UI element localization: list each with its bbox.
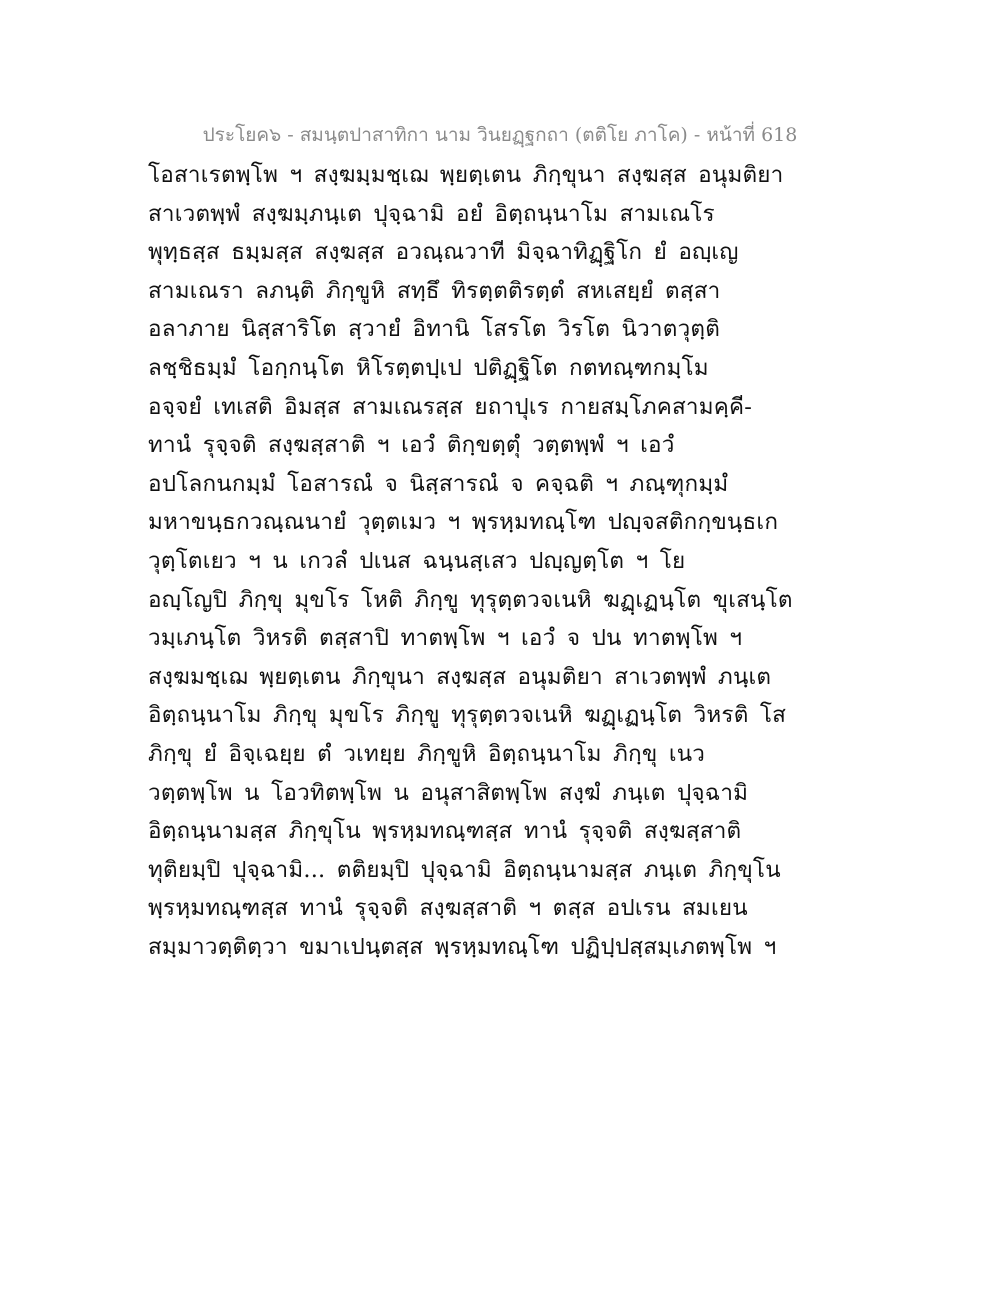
- text-line: พุทฺธสฺส ธมฺมสฺส สงฺฆสฺส อวณฺณวาที มิจฺฉาทิฏฺฐิโก ยํ อญฺเญ: [148, 239, 739, 266]
- text-line: สงฺฆมชฺเฌ พฺยตฺเตน ภิกฺขุนา สงฺฆสฺส อนุมติยา สาเวตพฺพํ ภนฺเต: [148, 663, 772, 690]
- text-line: อิตฺถนฺนามสฺส ภิกฺขุโน พฺรหฺมทณฺฑสฺส ทานํ รุจฺจติ สงฺฆสฺสาติ: [148, 818, 742, 845]
- text-line: อปโลกนกมฺมํ โอสารณํ จ นิสฺสารณํ จ คจฺฉติ ฯ ภณฺฑุกมฺมํ: [148, 470, 729, 497]
- text-line: ทานํ รุจฺจติ สงฺฆสฺสาติ ฯ เอวํ ติกฺขตฺตุํ วตฺตพฺพํ ฯ เอวํ: [148, 432, 675, 459]
- text-line: โอสาเรตพฺโพ ฯ สงฺฆมฺมชฺเฌ พฺยตฺเตน ภิกฺขุนา สงฺฆสฺส อนุมติยา: [148, 162, 784, 188]
- text-line: อิตฺถนฺนาโม ภิกฺขุ มุขโร ภิกฺขู ทุรุตฺตวจเนหิ ฆฏฺเฏนฺโต วิหรติ โส: [148, 702, 787, 729]
- page-header: ประโยค๖ - สมนฺตปาสาทิกา นาม วินยฏฺฐกถา (ตติโย ภาโค) - หน้าที่ 618: [202, 124, 798, 146]
- text-line: ลชฺชิธมฺมํ โอกฺกนฺโต หิโรตฺตปฺเป ปติฏฺฐิโต กตทณฺฑกมฺโม: [148, 354, 709, 381]
- text-line: อลาภาย นิสฺสาริโต สฺวายํ อิทานิ โสรโต วิรโต นิวาตวุตฺติ: [148, 316, 721, 343]
- text-line: สมฺมาวตฺติตฺวา ขมาเปนฺตสฺส พฺรหฺมทณฺโฑ ปฏิปฺปสฺสมฺเภตพฺโพ ฯ: [148, 933, 777, 960]
- text-line: วมฺเภนฺโต วิหรติ ตสฺสาปิ ทาตพฺโพ ฯ เอวํ จ ปน ทาตพฺโพ ฯ: [148, 625, 743, 652]
- text-line: สาเวตพฺพํ สงฺฆมฺภนฺเต ปุจฺฉามิ อยํ อิตฺถนฺนาโม สามเณโร: [148, 200, 715, 227]
- body-text: [148, 156, 868, 966]
- text-line: มหาขนฺธกวณฺณนายํ วุตฺตเมว ฯ พฺรหฺมทณฺโฑ ปญฺจสติกกฺขนฺธเก: [148, 509, 779, 536]
- text-line: วตฺตพฺโพ น โอวทิตพฺโพ น อนุสาสิตพฺโพ สงฺฆํ ภนฺเต ปุจฺฉามิ: [148, 779, 749, 806]
- text-line: สามเณรา ลภนฺติ ภิกฺขูหิ สทฺธึ ทิรตฺตติรตฺตํ สหเสยฺยํ ตสฺสา: [148, 277, 721, 304]
- text-line: พฺรหฺมทณฺฑสฺส ทานํ รุจฺจติ สงฺฆสฺสาติ ฯ ตสฺส อปเรน สมเยน: [148, 895, 748, 922]
- text-line: อญฺโญปิ ภิกฺขุ มุขโร โหติ ภิกฺขู ทุรุตฺตวจเนหิ ฆฏฺเฏนฺโต ขุเสนฺโต: [148, 586, 793, 613]
- text-line: อจฺจยํ เทเสติ อิมสฺส สามเณรสฺส ยถาปุเร กายสมฺโภคสามคฺคี-: [148, 393, 753, 420]
- text-line: วุตฺโตเยว ฯ น เกวลํ ปเนส ฉนฺนสฺเสว ปญฺญตฺโต ฯ โย: [148, 547, 686, 574]
- text-line: ทุติยมฺปิ ปุจฺฉามิ... ตติยมฺปิ ปุจฺฉามิ อิตฺถนฺนามสฺส ภนฺเต ภิกฺขุโน: [148, 856, 781, 883]
- text-line: ภิกฺขุ ยํ อิจฺเฉยฺย ตํ วเทยฺย ภิกฺขูหิ อิตฺถนฺนาโม ภิกฺขุ เนว: [148, 740, 706, 767]
